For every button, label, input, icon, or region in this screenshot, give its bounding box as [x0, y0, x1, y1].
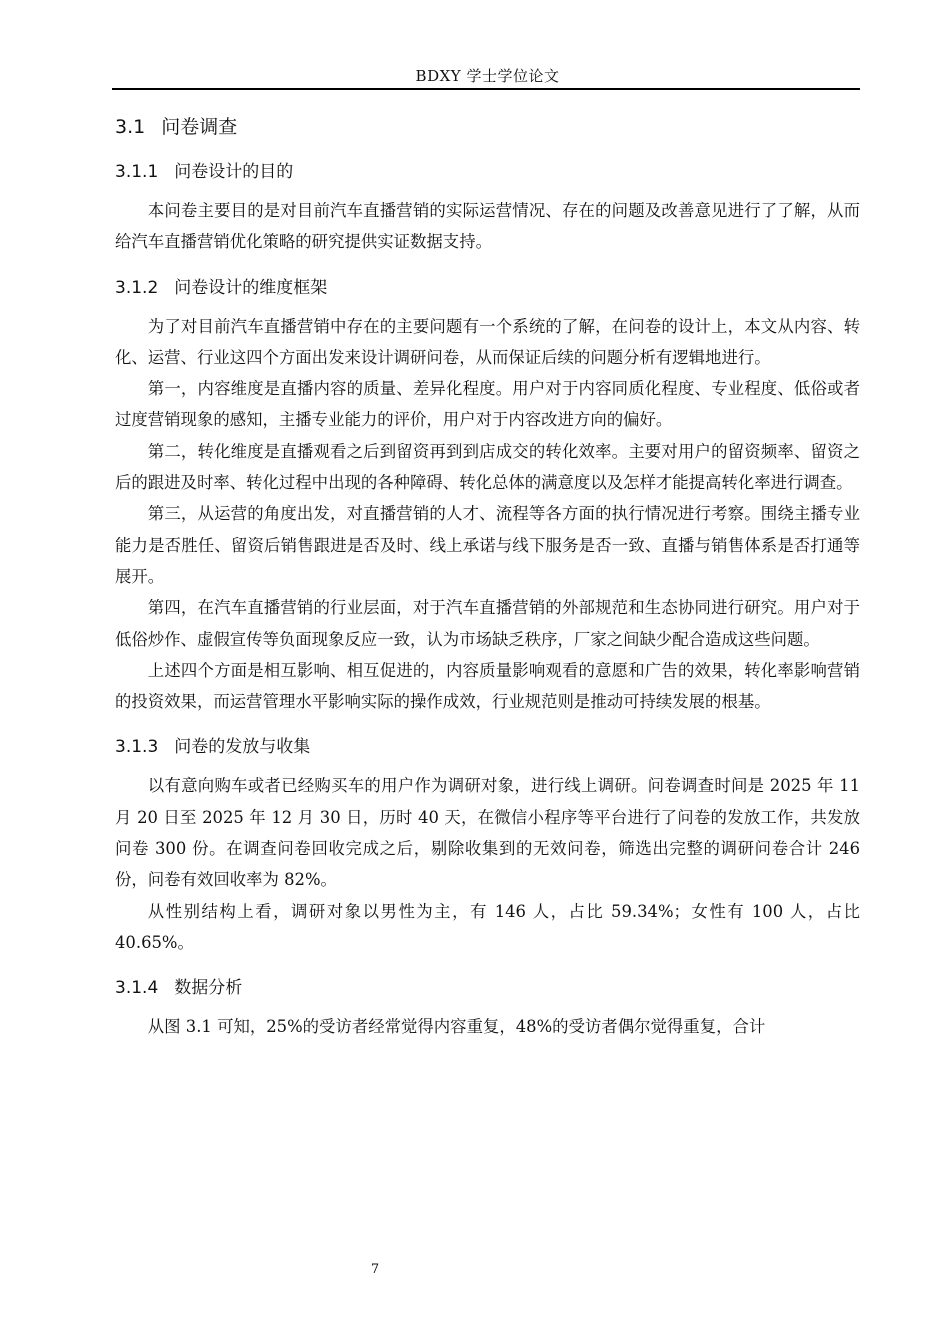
subsection-title: 数据分析 — [174, 978, 243, 999]
subsection-title: 问卷设计的目的 — [174, 162, 294, 182]
paragraph: 本问卷主要目的是对目前汽车直播营销的实际运营情况、存在的问题及改善意见进行了了解，从而给汽车直播营销优化策略的研究提供实证数据支持。 — [115, 201, 860, 252]
subsection-number: 3.1.2 — [115, 277, 159, 298]
subsection-number: 3.1.4 — [115, 978, 159, 999]
paragraph: 第二，转化维度是直播观看之后到留资再到到店成交的转化效率。主要对用户的留资频率、留资之后的跟进及时率、转化过程中出现的各种障碍、转化总体的满意度以及怎样才能提高转化率进行调查。 — [115, 441, 860, 493]
page-body — [115, 114, 860, 1043]
subsection-heading-3-1-3 — [115, 735, 860, 759]
page-number: 7 — [370, 1262, 380, 1277]
subsection-number: 3.1.3 — [115, 737, 159, 758]
paragraph: 为了对目前汽车直播营销中存在的主要问题有一个系统的了解，在问卷的设计上，本文从内容、转化、运营、行业这四个方面出发来设计调研问卷，从而保证后续的问题分析有逻辑地进行。 — [115, 316, 860, 367]
subsection-heading-3-1-4 — [115, 976, 860, 1000]
paragraph: 上述四个方面是相互影响、相互促进的，内容质量影响观看的意愿和广告的效果，转化率影响营销的投资效果，而运营管理水平影响实际的操作成效，行业规范则是推动可持续发展的根基。 — [115, 660, 860, 712]
paragraph: 从图 3.1 可知，25%的受访者经常觉得内容重复，48%的受访者偶尔觉得重复，合计 — [147, 1017, 766, 1037]
paragraph: 第一，内容维度是直播内容的质量、差异化程度。用户对于内容同质化程度、专业程度、低俗或者过度营销现象的感知，主播专业能力的评价，用户对于内容改进方向的偏好。 — [115, 379, 860, 430]
subsection-title: 问卷设计的维度框架 — [174, 277, 328, 298]
subsection-heading-3-1-2 — [115, 276, 860, 300]
header-rule — [112, 88, 860, 90]
running-header: BDXY 学士学位论文 — [415, 67, 560, 85]
paragraph: 第四，在汽车直播营销的行业层面，对于汽车直播营销的外部规范和生态协同进行研究。用户对于低俗炒作、虚假宣传等负面现象反应一致，认为市场缺乏秩序，厂家之间缺少配合造成这些问题。 — [115, 598, 860, 649]
section-heading — [115, 114, 860, 140]
subsection-number: 3.1.1 — [115, 162, 159, 182]
paragraph: 从性别结构上看，调研对象以男性为主，有 146 人，占比 59.34%；女性有 100 人，占比 40.65%。 — [115, 901, 860, 952]
subsection-title: 问卷的发放与收集 — [174, 737, 311, 758]
paragraph: 第三，从运营的角度出发，对直播营销的人才、流程等各方面的执行情况进行考察。围绕主播专业能力是否胜任、留资后销售跟进是否及时、线上承诺与线下服务是否一致、直播与销售体系是否打通等展开。 — [115, 504, 860, 586]
paragraph: 以有意向购车或者已经购买车的用户作为调研对象，进行线上调研。问卷调查时间是 2025 年 11 月 20 日至 2025 年 12 月 30 日，历时 40 天，在微信小程序等平台进行了问卷的发放工作，共发放问卷 300 份。在调查问卷回收完成之后，剔除收集到的无效问卷，筛选出完整的调研问卷合计 246 份，问卷有效回收率为 82%。 — [115, 776, 860, 890]
subsection-heading-3-1-1 — [115, 160, 860, 184]
section-number: 3.1 — [115, 116, 146, 138]
section-title: 问卷调查 — [161, 116, 238, 138]
